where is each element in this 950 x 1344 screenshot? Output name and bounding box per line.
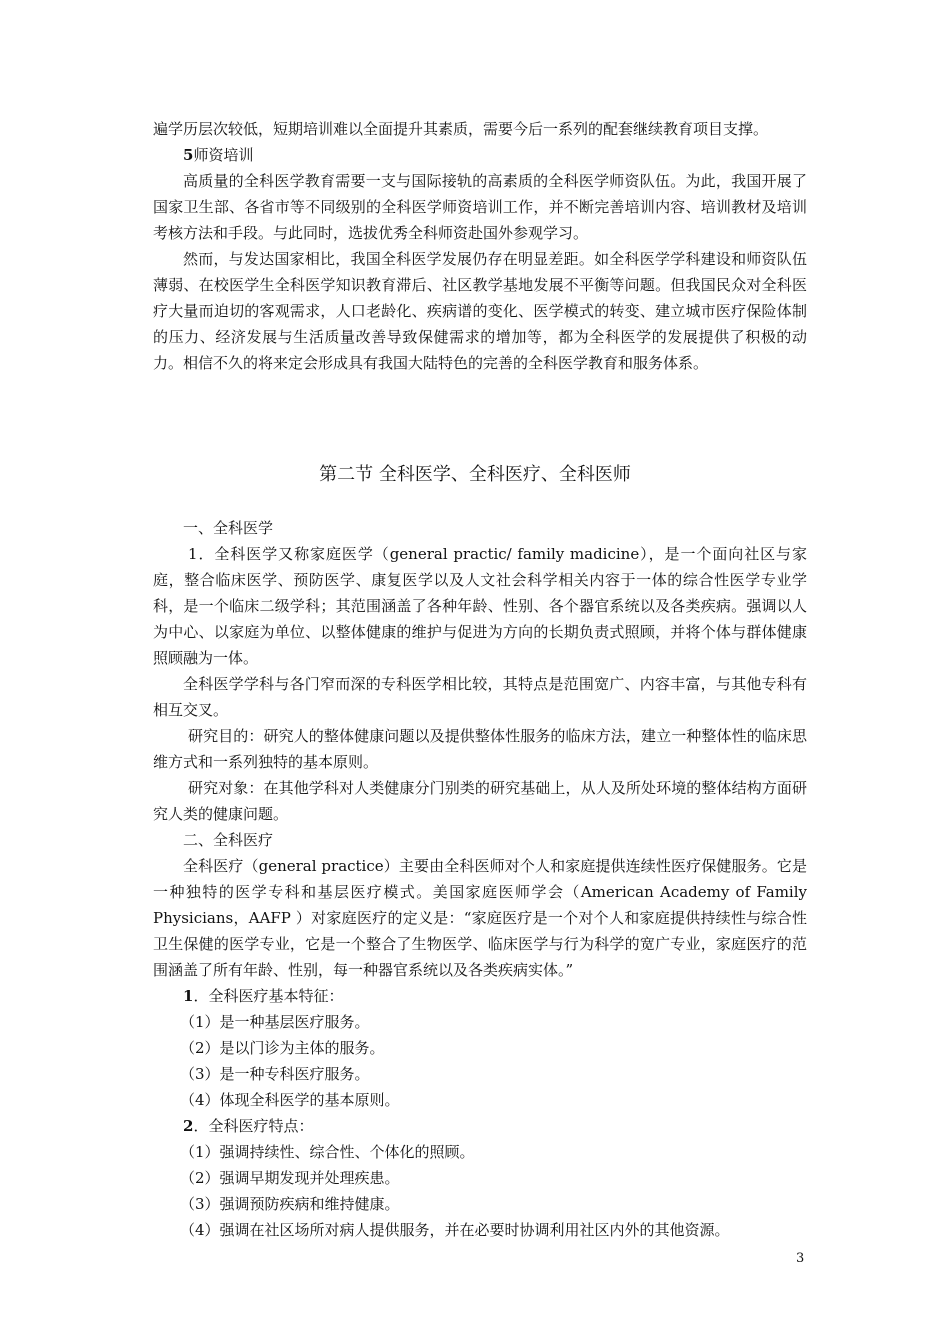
- page-number: 3: [796, 1251, 805, 1266]
- subheading-text: ．全科医疗基本特征：: [193, 987, 344, 1005]
- paragraph-research-purpose: 研究目的：研究人的整体健康问题以及提供整体性服务的临床方法，建立一种整体性的临床思维方式和一系列独特的基本原则。: [153, 727, 807, 771]
- list-item: （3）强调预防疾病和维持健康。: [180, 1195, 400, 1213]
- subheading-basic-features: [153, 983, 807, 1009]
- heading-general-medicine: 一、全科医学: [183, 519, 274, 537]
- heading-text: 师资培训: [193, 146, 254, 164]
- subheading-number: 1: [183, 987, 194, 1005]
- subheading-number: 2: [183, 1117, 194, 1135]
- main-text-block: [153, 515, 807, 1243]
- list-item: （2）是以门诊为主体的服务。: [180, 1039, 385, 1057]
- list-item: （4）强调在社区场所对病人提供服务，并在必要时协调利用社区内外的其他资源。: [180, 1221, 730, 1239]
- paragraph-continued: 遍学历层次较低，短期培训难以全面提升其素质，需要今后一系列的配套继续教育项目支撑。: [153, 120, 769, 138]
- list-item: （3）是一种专科医疗服务。: [180, 1065, 370, 1083]
- paragraph-however: 然而，与发达国家相比，我国全科医学发展仍存在明显差距。如全科医学学科建设和师资队伍薄弱、在校医学生全科医学知识教育滞后、社区教学基地发展不平衡等问题。但我国民众对全科医疗大量而迫切的客观需求，人口老龄化、疾病谱的变化、医学模式的转变、建立城市医疗保险体制的压力、经济发展与生活质量改善导致保健需求的增加等，都为全科医学的发展提供了积极的动力。相信不久的将来定会形成具有我国大陆特色的完善的全科医学教育和服务体系。: [153, 250, 807, 372]
- paragraph-comparison: 全科医学学科与各门窄而深的专科医学相比较，其特点是范围宽广、内容丰富，与其他专科有相互交叉。: [153, 675, 807, 719]
- heading-number: 5: [183, 146, 194, 164]
- heading-teacher-training: [153, 142, 807, 168]
- paragraph-research-object: 研究对象：在其他学科对人类健康分门别类的研究基础上，从人及所处环境的整体结构方面研究人类的健康问题。: [153, 779, 807, 823]
- heading-general-practice: 二、全科医疗: [183, 831, 274, 849]
- paragraph-teachers: 高质量的全科医学教育需要一支与国际接轨的高素质的全科医学师资队伍。为此，我国开展了国家卫生部、各省市等不同级别的全科医学师资培训工作，并不断完善培训内容、培训教材及培训考核方法和手段。与此同时，选拔优秀全科师资赴国外参观学习。: [153, 172, 807, 242]
- list-item: （1）是一种基层医疗服务。: [180, 1013, 370, 1031]
- list-item: （2）强调早期发现并处理疾患。: [180, 1169, 400, 1187]
- paragraph-general-medicine-definition: 1．全科医学又称家庭医学（general practic/ family madicine），是一个面向社区与家庭，整合临床医学、预防医学、康复医学以及人文社会科学相关内容于一体的综合性医学专业学科，是一个临床二级学科；其范围涵盖了各种年龄、性别、各个器官系统以及各类疾病。强调以人为中心、以家庭为单位、以整体健康的维护与促进为方向的长期负责式照顾，并将个体与群体健康照顾融为一体。: [153, 545, 807, 667]
- list-item: （1）强调持续性、综合性、个体化的照顾。: [180, 1143, 475, 1161]
- paragraph-general-practice-definition: 全科医疗（general practice）主要由全科医师对个人和家庭提供连续性医疗保健服务。它是一种独特的医学专科和基层医疗模式。美国家庭医师学会（American Academy of Family Physicians，AAFP ）对家庭医疗的定义是：“家庭医疗是一个对个人和家庭提供持续性与综合性卫生保健的医学专业，它是一个整合了生物医学、临床医学与行为科学的宽广专业，家庭医疗的范围涵盖了所有年龄、性别，每一种器官系统以及各类疾病实体。”: [153, 857, 807, 979]
- top-text-block: [153, 116, 807, 376]
- subheading-text: ．全科医疗特点：: [193, 1117, 314, 1135]
- list-item: （4）体现全科医学的基本原则。: [180, 1091, 400, 1109]
- subheading-characteristics: [153, 1113, 807, 1139]
- section-title: 第二节 全科医学、全科医疗、全科医师: [319, 464, 631, 485]
